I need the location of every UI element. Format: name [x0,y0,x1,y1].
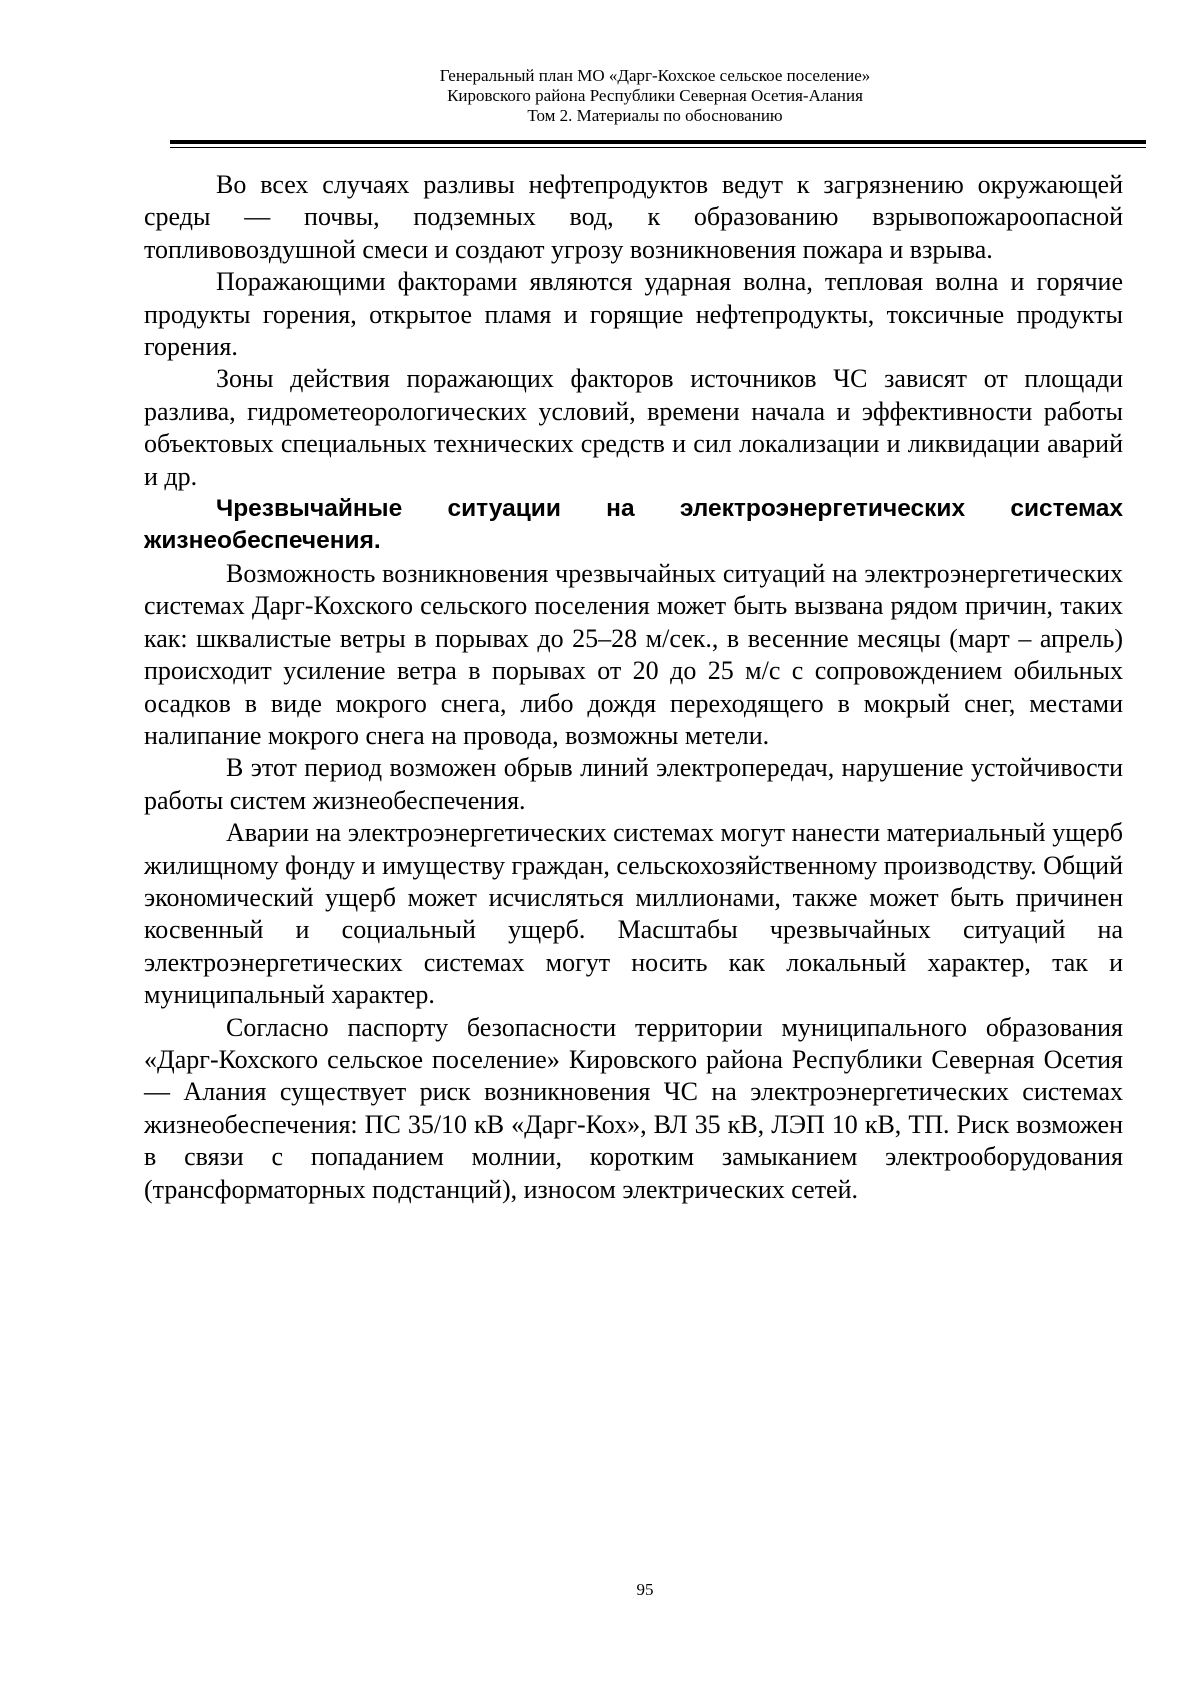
document-body [144,169,1123,1206]
paragraph-emergency-causes: Возможность возникновения чрезвычайных ситуаций на электроэнергетических системах Дарг-Кохского сельского поселения может быть вызвана рядом причин, таких как: шквалистые ветры в порывах до 25–28 м/сек., в весенние месяцы (март – апрель) происходит усиление ветра в порывах от 20 до 25 м/с с сопровождением обильных осадков в виде мокрого снега, либо дождя переходящего в мокрый снег, местами налипание мокрого снега на провода, возможны метели. [144,558,1123,750]
header-line-region: Кировского района Республики Северная Осетия-Алания [447,86,863,105]
header-rule-thin [170,147,1146,148]
section-heading: Чрезвычайные ситуации на электроэнергетических системах жизнеобеспечения. [144,495,1123,555]
header-line-volume: Том 2. Материалы по обоснованию [527,106,783,125]
paragraph-impact-zones: Зоны действия поражающих факторов источников ЧС зависят от площади разлива, гидрометеорологических условий, времени начала и эффективности работы объектовых специальных технических средств и сил локализации и ликвидации аварий и др. [144,364,1123,491]
page-number: 95 [636,1580,654,1599]
header-line-plan: Генеральный план МО «Дарг-Кохское сельское поселение» [439,66,871,85]
header-rule-thick [170,140,1146,144]
paragraph-damage-factors: Поражающими факторами являются ударная волна, тепловая волна и горячие продукты горения, открытое пламя и горящие нефтепродукты, токсичные продукты горения. [144,267,1123,362]
paragraph-accident-damage: Аварии на электроэнергетических системах могут нанести материальный ущерб жилищному фонду и имуществу граждан, сельскохозяйственному производству. Общий экономический ущерб может исчисляться миллионами, также может быть причинен косвенный и социальный ущерб. Масштабы чрезвычайных ситуаций на электроэнергетических системах могут носить как локальный характер, так и муниципальный характер. [144,818,1123,1010]
paragraph-safety-passport: Согласно паспорту безопасности территории муниципального образования «Дарг-Кохского сельское поселение» Кировского района Республики Северная Осетия — Алания существует риск возникновения ЧС на электроэнергетических системах жизнеобеспечения: ПС 35/10 кВ «Дарг-Кох», ВЛ 35 кВ, ЛЭП 10 кВ, ТП. Риск возможен в связи с попаданием молнии, коротким замыканием электрооборудования (трансформаторных подстанций), износом электрических сетей. [144,1012,1123,1204]
document-header [170,66,1140,126]
paragraph-oil-spills: Во всех случаях разливы нефтепродуктов ведут к загрязнению окружающей среды — почвы, подземных вод, к образованию взрывопожароопасной топливовоздушной смеси и создают угрозу возникновения пожара и взрыва. [144,170,1123,264]
paragraph-power-line-breaks: В этот период возможен обрыв линий электропередач, нарушение устойчивости работы систем жизнеобеспечения. [144,753,1123,815]
